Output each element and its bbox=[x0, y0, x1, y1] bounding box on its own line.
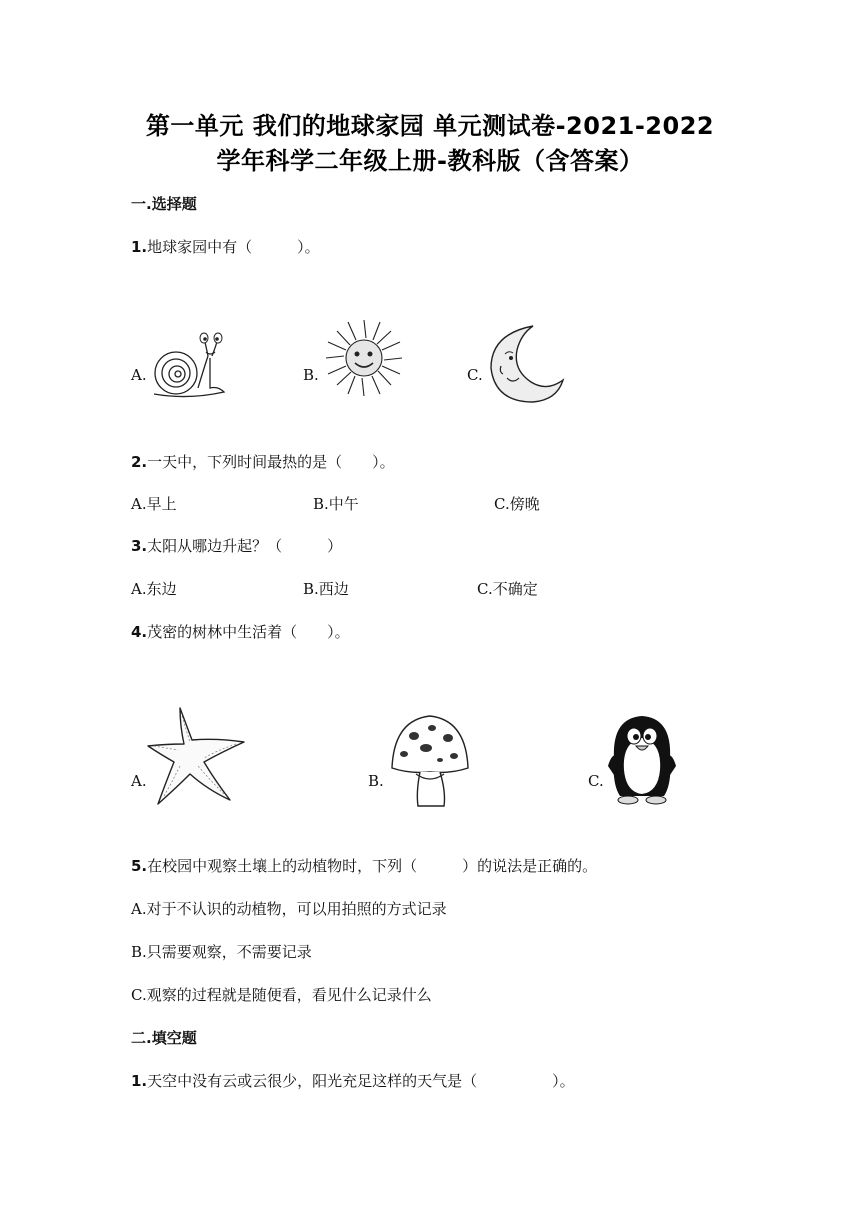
question-3 bbox=[131, 535, 342, 556]
question-text: 地球家园中有（ ）。 bbox=[147, 238, 320, 256]
q4-option-b-label: B. bbox=[368, 772, 384, 790]
starfish-icon bbox=[146, 704, 250, 808]
question-2 bbox=[131, 451, 395, 472]
question-1 bbox=[131, 236, 320, 257]
section-heading-choice: 一.选择题 bbox=[131, 195, 197, 213]
q5-option-a: A.对于不认识的动植物，可以用拍照的方式记录 bbox=[131, 900, 447, 918]
q2-option-b: B.中午 bbox=[313, 495, 359, 513]
question-number: 3. bbox=[131, 537, 148, 555]
question-number: 2. bbox=[131, 453, 148, 471]
q2-option-c: C.傍晚 bbox=[494, 495, 540, 513]
q2-option-a: A.早上 bbox=[131, 495, 177, 513]
document-title-line-1: 第一单元 我们的地球家园 单元测试卷-2021-2022 bbox=[145, 112, 715, 140]
question-text: 茂密的树林中生活着（ ）。 bbox=[147, 623, 350, 641]
document-title-line-2: 学年科学二年级上册-教科版（含答案） bbox=[216, 147, 644, 175]
fill-question-1 bbox=[131, 1070, 575, 1091]
moon-icon bbox=[483, 320, 565, 406]
mushroom-icon bbox=[388, 712, 472, 810]
q4-option-c-label: C. bbox=[588, 772, 604, 790]
penguin-icon bbox=[606, 712, 678, 806]
q4-option-a-label: A. bbox=[131, 772, 147, 790]
section-heading-fill-in: 二.填空题 bbox=[131, 1029, 197, 1047]
q1-option-a-label: A. bbox=[131, 366, 147, 384]
question-text: 天空中没有云或云很少，阳光充足这样的天气是（ ）。 bbox=[147, 1072, 575, 1090]
question-text: 一天中，下列时间最热的是（ ）。 bbox=[147, 453, 395, 471]
question-text: 太阳从哪边升起？（ ） bbox=[147, 537, 343, 555]
q5-option-b: B.只需要观察，不需要记录 bbox=[131, 943, 312, 961]
snail-icon bbox=[148, 328, 230, 402]
question-4 bbox=[131, 621, 350, 642]
question-number: 5. bbox=[131, 857, 148, 875]
question-5 bbox=[131, 855, 597, 876]
q5-option-c: C.观察的过程就是随便看，看见什么记录什么 bbox=[131, 986, 432, 1004]
q1-option-b-label: B. bbox=[303, 366, 319, 384]
question-number: 1. bbox=[131, 1072, 148, 1090]
question-text: 在校园中观察土壤上的动植物时，下列（ ）的说法是正确的。 bbox=[147, 857, 598, 875]
sun-icon bbox=[322, 316, 406, 400]
q3-option-b: B.西边 bbox=[303, 580, 349, 598]
q3-option-a: A.东边 bbox=[131, 580, 177, 598]
question-number: 1. bbox=[131, 238, 148, 256]
question-number: 4. bbox=[131, 623, 148, 641]
q1-option-c-label: C. bbox=[467, 366, 483, 384]
q3-option-c: C.不确定 bbox=[477, 580, 538, 598]
